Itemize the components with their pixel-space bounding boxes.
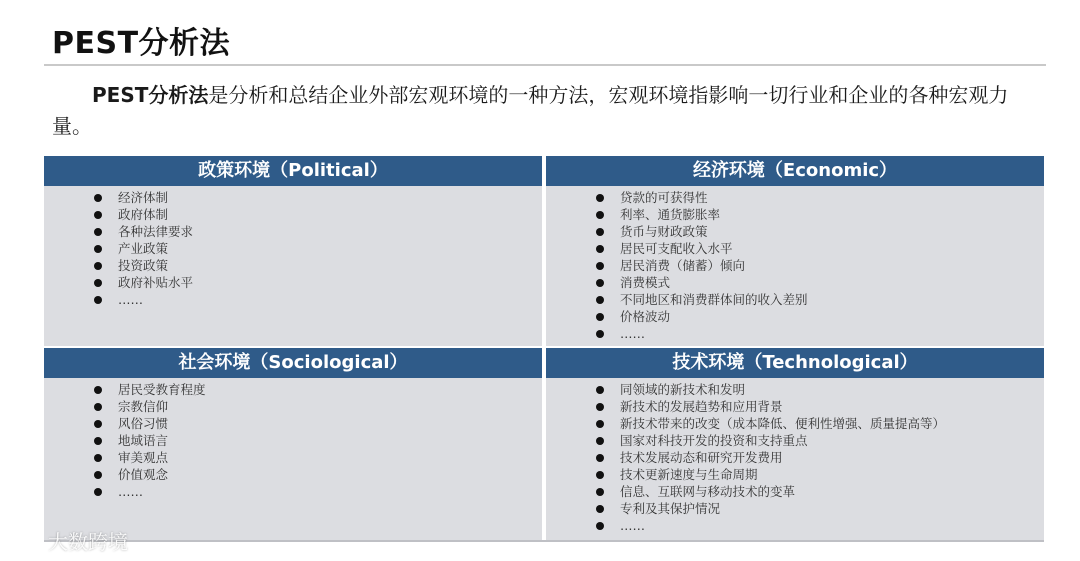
bullet-icon: [596, 279, 604, 287]
list-item-text: 产业政策: [118, 241, 169, 256]
list-item: [546, 291, 1044, 308]
list-item: [546, 415, 1044, 432]
list-item-text: 价格波动: [620, 309, 671, 324]
list-item-text: 新技术带来的改变（成本降低、便利性增强、质量提高等）: [620, 416, 946, 431]
list-item: [44, 466, 542, 483]
list-item: [546, 257, 1044, 274]
bullet-icon: [94, 245, 102, 253]
bullet-icon: [94, 471, 102, 479]
intro-term: PEST分析法: [92, 83, 209, 107]
list-item: [546, 223, 1044, 240]
list-item: [44, 206, 542, 223]
list-item: [44, 240, 542, 257]
list-item: [546, 483, 1044, 500]
list-item: [546, 274, 1044, 291]
list-item: [546, 432, 1044, 449]
list-item: [44, 415, 542, 432]
bullet-icon: [596, 330, 604, 338]
bullet-icon: [596, 296, 604, 304]
list-item: [546, 500, 1044, 517]
list-item: [44, 432, 542, 449]
bullet-icon: [596, 505, 604, 513]
bullet-icon: [596, 386, 604, 394]
list-item: [546, 466, 1044, 483]
bullet-icon: [596, 403, 604, 411]
quadrant-technological: [546, 348, 1044, 540]
bullet-icon: [596, 245, 604, 253]
quadrant-list-economic: [546, 186, 1044, 342]
list-item: [546, 240, 1044, 257]
list-item-text: 同领域的新技术和发明: [620, 382, 746, 397]
list-item-text: 居民可支配收入水平: [620, 241, 733, 256]
list-item-text: ……: [118, 292, 143, 307]
brand-logo-icon: [10, 527, 44, 553]
list-item-text: ……: [118, 484, 143, 499]
list-item-text: 宗教信仰: [118, 399, 169, 414]
bullet-icon: [596, 194, 604, 202]
bullet-icon: [94, 279, 102, 287]
bullet-icon: [94, 262, 102, 270]
list-item-text: 投资政策: [118, 258, 169, 273]
list-item: [546, 189, 1044, 206]
list-item-text: 国家对科技开发的投资和支持重点: [620, 433, 808, 448]
bullet-icon: [596, 262, 604, 270]
watermark-text: 大数跨境: [48, 529, 128, 554]
list-item: [546, 398, 1044, 415]
quadrant-list-technological: [546, 378, 1044, 534]
bullet-icon: [94, 420, 102, 428]
bullet-icon: [94, 211, 102, 219]
bullet-icon: [596, 488, 604, 496]
title-divider: [44, 64, 1046, 66]
bullet-icon: [94, 488, 102, 496]
list-item: [44, 398, 542, 415]
list-item: [44, 291, 542, 308]
pest-grid: [44, 156, 1044, 542]
bullet-icon: [596, 471, 604, 479]
list-item-text: ……: [620, 518, 645, 533]
list-item: [44, 381, 542, 398]
list-item-text: 政府体制: [118, 207, 169, 222]
list-item: [546, 381, 1044, 398]
list-item-text: 审美观点: [118, 450, 169, 465]
list-item-text: ……: [620, 326, 645, 341]
quadrant-header-sociological: 社会环境（Sociological）: [44, 348, 542, 378]
list-item: [44, 189, 542, 206]
list-item: [44, 257, 542, 274]
intro-paragraph: [52, 80, 1042, 142]
list-item-text: 技术发展动态和研究开发费用: [620, 450, 783, 465]
quadrant-list-political: [44, 186, 542, 308]
list-item-text: 信息、互联网与移动技术的变革: [620, 484, 796, 499]
list-item: [44, 274, 542, 291]
list-item: [546, 325, 1044, 342]
list-item-text: 各种法律要求: [118, 224, 194, 239]
bullet-icon: [94, 403, 102, 411]
page-title: PEST分析法: [52, 26, 231, 61]
intro-text: 是分析和总结企业外部宏观环境的一种方法，宏观环境指影响一切行业和企业的各种宏观力量。: [52, 83, 1009, 138]
bullet-icon: [596, 454, 604, 462]
bullet-icon: [94, 228, 102, 236]
list-item-text: 专利及其保护情况: [620, 501, 721, 516]
bullet-icon: [596, 211, 604, 219]
list-item-text: 消费模式: [620, 275, 671, 290]
bullet-icon: [596, 420, 604, 428]
quadrant-header-political: 政策环境（Political）: [44, 156, 542, 186]
quadrant-economic: [546, 156, 1044, 346]
bullet-icon: [94, 296, 102, 304]
bullet-icon: [596, 228, 604, 236]
bullet-icon: [596, 437, 604, 445]
list-item-text: 政府补贴水平: [118, 275, 194, 290]
list-item: [546, 517, 1044, 534]
list-item: [44, 449, 542, 466]
quadrant-political: [44, 156, 542, 346]
list-item-text: 风俗习惯: [118, 416, 169, 431]
quadrant-header-economic: 经济环境（Economic）: [546, 156, 1044, 186]
list-item: [546, 449, 1044, 466]
bullet-icon: [94, 386, 102, 394]
bullet-icon: [94, 454, 102, 462]
quadrant-header-technological: 技术环境（Technological）: [546, 348, 1044, 378]
bullet-icon: [596, 313, 604, 321]
list-item: [546, 206, 1044, 223]
list-item-text: 贷款的可获得性: [620, 190, 708, 205]
bullet-icon: [596, 522, 604, 530]
vertical-divider: [542, 156, 546, 540]
watermark: [10, 524, 128, 556]
list-item-text: 新技术的发展趋势和应用背景: [620, 399, 783, 414]
list-item-text: 技术更新速度与生命周期: [620, 467, 758, 482]
list-item-text: 经济体制: [118, 190, 169, 205]
quadrant-list-sociological: [44, 378, 542, 500]
list-item: [44, 483, 542, 500]
list-item-text: 利率、通货膨胀率: [620, 207, 721, 222]
list-item: [44, 223, 542, 240]
list-item-text: 价值观念: [118, 467, 169, 482]
list-item-text: 货币与财政政策: [620, 224, 708, 239]
list-item-text: 不同地区和消费群体间的收入差别: [620, 292, 808, 307]
list-item-text: 地域语言: [118, 433, 169, 448]
horizontal-divider: [44, 346, 1044, 348]
bullet-icon: [94, 194, 102, 202]
list-item-text: 居民消费（储蓄）倾向: [620, 258, 746, 273]
bullet-icon: [94, 437, 102, 445]
quadrant-sociological: [44, 348, 542, 540]
list-item: [546, 308, 1044, 325]
list-item-text: 居民受教育程度: [118, 382, 206, 397]
